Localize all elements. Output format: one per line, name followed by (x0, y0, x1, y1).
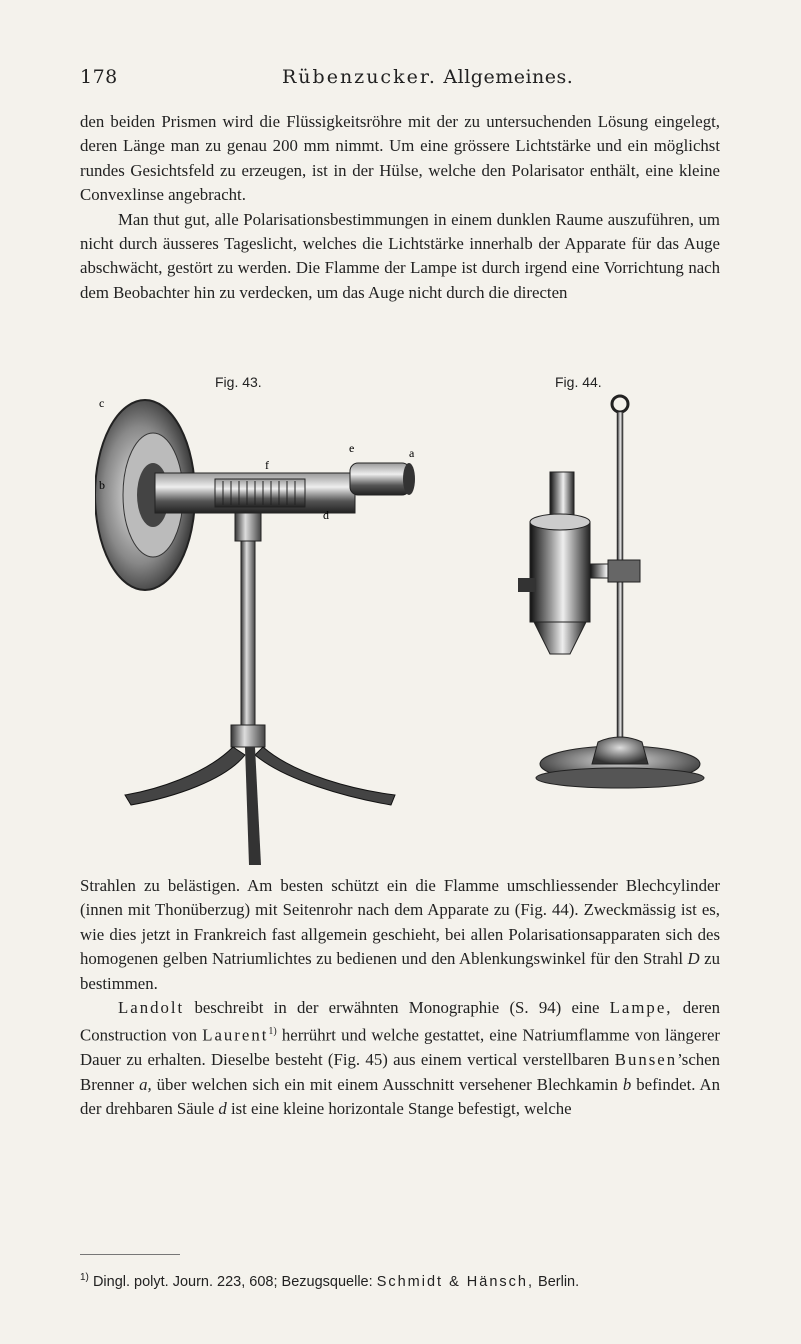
paragraph-4 (80, 996, 720, 1122)
fig44-lamp-illustration (488, 392, 728, 862)
symbol-d: d (218, 1099, 227, 1119)
page-number: 178 (80, 66, 118, 88)
footnote-divider (80, 1254, 180, 1255)
paragraph-4-part-f: befindet. An der drehbaren Säule (80, 1074, 721, 1119)
running-title (282, 66, 573, 88)
footnote-reference: 1) (268, 1026, 277, 1038)
term-lampe: Lampe, (609, 998, 673, 1018)
symbol-a: a, (139, 1074, 152, 1094)
paragraph-4-part-b: deren Construction von (80, 998, 721, 1046)
fig43-label-e: e (349, 441, 355, 455)
paragraph-4-part-d: ’schen Brenner (80, 1050, 720, 1094)
name-bunsen: Bunsen (614, 1050, 678, 1070)
fig43-label-f: f (265, 458, 269, 472)
fig44-caption: Fig. 44. (555, 374, 602, 390)
fig43-polarimeter-illustration (95, 395, 425, 865)
symbol-b: b (622, 1074, 632, 1094)
footnote-text-a: Dingl. polyt. Journ. 223, 608; Bezugsquelle: (92, 1273, 373, 1290)
ray-symbol: D (687, 949, 700, 969)
running-title-main: Rübenzucker. (282, 66, 437, 88)
paragraph-3 (80, 874, 720, 996)
paragraph-2: Man thut gut, alle Polarisationsbestimmungen in einem dunklen Raume auszuführen, um nicht durch äusseres Tageslicht, welches die Lichtstärke innerhalb der Apparate für das Auge abschwächt, gestört zu werden. Die Flamme der Lampe ist durch irgend eine Vorrichtung nach dem Beobachter hin zu verdecken, um das Auge nicht durch die directen (80, 209, 720, 302)
footnote-mark: 1) (80, 1272, 89, 1283)
fig43-caption: Fig. 43. (215, 374, 262, 390)
fig43-label-d: d (323, 508, 329, 522)
paragraph-4-part-g: ist eine kleine horizontale Stange befestigt, welche (230, 1099, 572, 1119)
body-text-top (80, 110, 720, 305)
footnote (80, 1267, 720, 1293)
fig43-label-a: a (409, 446, 415, 460)
paragraph-3-end: zu bestimmen. (80, 949, 720, 993)
body-text-bottom (80, 874, 720, 1122)
page-header (80, 66, 720, 90)
fig43-label-b: b (99, 478, 105, 492)
paragraph-4-part-e: über welchen sich ein mit einem Ausschnitt versehener Blechkamin (156, 1074, 618, 1094)
name-landolt: Landolt (118, 998, 185, 1018)
footnote-names: Schmidt & Hänsch, (376, 1273, 534, 1290)
paragraph-1: den beiden Prismen wird die Flüssigkeitsröhre mit der zu untersuchenden Lösung eingelegt, deren Länge man zu genau 200 mm nimmt. Um eine grössere Lichtstärke und ein möglichst rundes Gesichtsfeld zu erzeugen, ist in der Hülse, welche den Polarisator enthält, eine kleine Convexlinse angebracht. (80, 112, 720, 205)
name-laurent: Laurent (202, 1026, 269, 1046)
paragraph-4-part-a: beschreibt in der erwähnten Monographie (S. 94) eine (194, 998, 600, 1018)
paragraph-3-text: Strahlen zu belästigen. Am besten schützt ein die Flamme umschliessender Blechcylinder (innen mit Thonüberzug) mit Seitenrohr nach dem Apparate zu (Fig. 44). Zweckmässig ist es, wie dies jetzt in Frankreich fast allgemein geschieht, bei allen Polarisationsapparaten sich des homogenen gelben Natriumlichtes zu bedienen und den Ablenkungswinkel für den Strahl (80, 876, 720, 969)
footnote-text-b: Berlin. (538, 1273, 580, 1290)
running-title-sub: Allgemeines. (443, 66, 574, 88)
fig43-label-c: c (99, 396, 105, 410)
paragraph-4-part-c: herrührt und welche gestattet, eine Natriumflamme von längerer Dauer zu erhalten. Dieselbe besteht (Fig. 45) aus einem vertical verstellbaren (80, 1026, 721, 1070)
